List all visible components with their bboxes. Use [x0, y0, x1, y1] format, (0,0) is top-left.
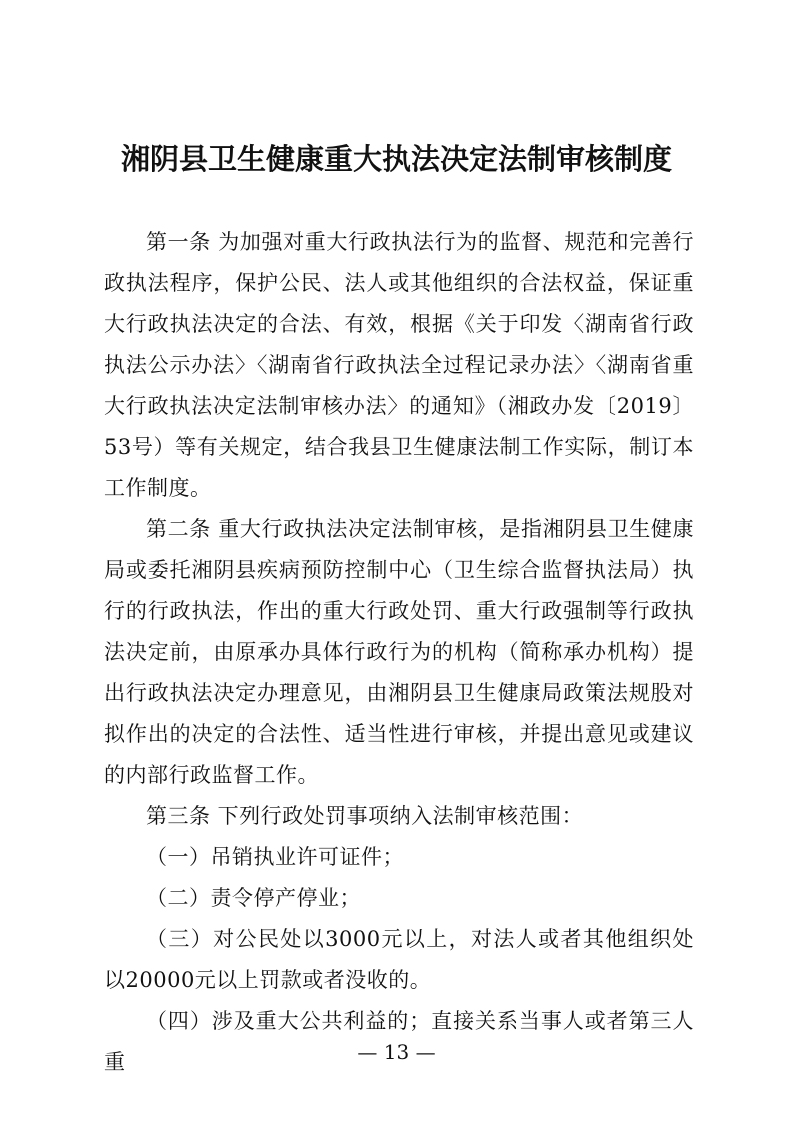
- paragraph-article-3: 第三条 下列行政处罚事项纳入法制审核范围：: [146, 804, 584, 828]
- paragraph-article-1: 第一条 为加强对重大行政执法行为的监督、规范和完善行政执法程序，保护公民、法人或其他组织的合法权益，保证重大行政执法决定的合法、有效，根据《关于印发〈湖南省行政执法公示办法〉〈湖南省行政执法全过程记录办法〉〈湖南省重大行政执法决定法制审核办法〉的通知》（湘政办发〔2019〕53号）等有关规定，结合我县卫生健康法制工作实际，制订本工作制度。: [104, 230, 694, 500]
- list-item-1: （一）吊销执业许可证件；: [146, 845, 404, 869]
- list-item-3: （三）对公民处以3000元以上，对法人或者其他组织处以20000元以上罚款或者没收的。: [104, 927, 694, 992]
- document-title: 湘阴县卫生健康重大执法决定法制审核制度: [120, 142, 672, 176]
- paragraph-article-2: 第二条 重大行政执法决定法制审核，是指湘阴县卫生健康局或委托湘阴县疾病预防控制中心（卫生综合监督执法局）执行的行政执法，作出的重大行政处罚、重大行政强制等行政执法决定前，由原承办具体行政行为的机构（简称承办机构）提出行政执法决定办理意见，由湘阴县卫生健康局政策法规股对拟作出的决定的合法性、适当性进行审核，并提出意见或建议的内部行政监督工作。: [104, 517, 694, 787]
- page-number: — 13 —: [357, 1040, 436, 1064]
- document-body: [104, 222, 694, 1083]
- list-item-4: （四）涉及重大公共利益的；直接关系当事人或者第三人重: [104, 1009, 694, 1074]
- list-item-2: （二）责令停产停业；: [146, 886, 361, 910]
